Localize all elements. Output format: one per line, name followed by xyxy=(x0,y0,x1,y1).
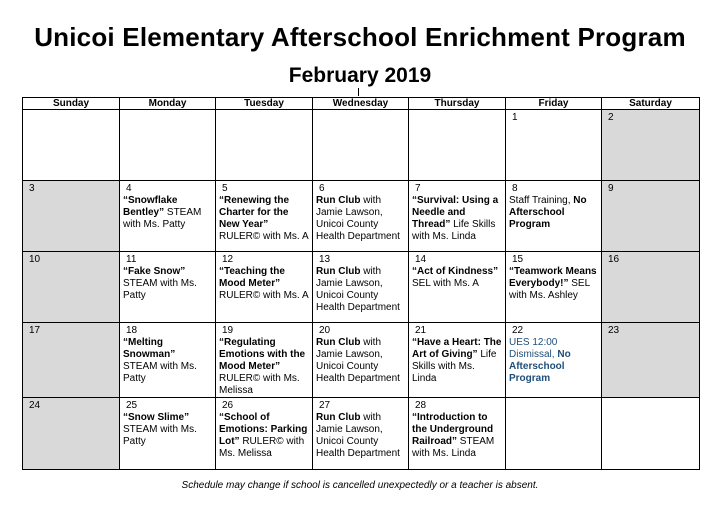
calendar-week-row xyxy=(23,252,700,323)
event-detail: Life Skills with Ms. Linda xyxy=(412,219,496,242)
event-description xyxy=(123,412,212,448)
event-title: “Survival: Using a Needle and Thread” xyxy=(412,195,499,230)
day-number: 9 xyxy=(608,183,614,194)
day-number: 10 xyxy=(29,254,41,265)
calendar-week-row xyxy=(23,110,700,181)
calendar-day-cell xyxy=(313,323,409,398)
calendar-day-cell xyxy=(120,252,216,323)
calendar-day-cell xyxy=(313,110,409,181)
event-description xyxy=(412,337,502,385)
event-description xyxy=(219,337,309,397)
calendar-day-cell xyxy=(23,110,120,181)
event-description xyxy=(123,337,212,385)
calendar-day-cell xyxy=(120,110,216,181)
event-description xyxy=(219,266,309,302)
day-number: 13 xyxy=(319,254,331,265)
event-detail: RULER© with Ms. Melissa xyxy=(219,436,305,459)
event-detail: SEL with Ms. A xyxy=(412,278,479,289)
calendar-day-cell xyxy=(23,323,120,398)
event-detail: Staff Training, xyxy=(509,195,574,206)
event-detail: with Jamie Lawson, Unicoi County Health Department xyxy=(316,266,400,313)
weekday-thursday: Thursday xyxy=(409,98,506,110)
event-description xyxy=(123,266,212,302)
divider-tick xyxy=(358,88,359,96)
calendar-week-row xyxy=(23,398,700,470)
event-detail: STEAM with Ms. Linda xyxy=(412,436,495,459)
event-title: No Afterschool Program xyxy=(509,349,571,384)
day-number: 20 xyxy=(319,325,331,336)
calendar-day-cell xyxy=(602,323,700,398)
event-detail: RULER© with Ms. Melissa xyxy=(219,373,300,396)
event-description xyxy=(123,195,212,231)
day-number: 6 xyxy=(319,183,325,194)
calendar-day-cell xyxy=(216,323,313,398)
event-detail: STEAM with Ms. Patty xyxy=(123,424,197,447)
event-title: Run Club xyxy=(316,195,361,206)
calendar-day-cell xyxy=(313,398,409,470)
event-detail: RULER© with Ms. A xyxy=(219,290,309,301)
schedule-note: Schedule may change if school is cancelled unexpectedly or a teacher is absent. xyxy=(181,480,539,491)
day-number: 26 xyxy=(222,400,234,411)
calendar-day-cell xyxy=(120,398,216,470)
event-title: “Teaching the Mood Meter” xyxy=(219,266,285,289)
day-number: 16 xyxy=(608,254,620,265)
event-title: “Fake Snow” xyxy=(123,266,186,277)
event-title: “Snowflake Bentley” xyxy=(123,195,178,218)
calendar-day-cell xyxy=(23,252,120,323)
day-number: 11 xyxy=(126,254,137,265)
weekday-monday: Monday xyxy=(120,98,216,110)
event-description xyxy=(219,195,309,243)
event-title: “School of Emotions: Parking Lot” xyxy=(219,412,308,447)
day-number: 14 xyxy=(415,254,427,265)
day-number: 22 xyxy=(512,325,524,336)
day-number: 3 xyxy=(29,183,35,194)
calendar-day-cell xyxy=(409,110,506,181)
calendar-day-cell xyxy=(120,181,216,252)
event-description xyxy=(509,337,598,385)
event-description xyxy=(412,266,502,290)
calendar-day-cell xyxy=(313,181,409,252)
weekday-header-row xyxy=(23,98,700,110)
event-title: “Melting Snowman” xyxy=(123,337,176,360)
event-description xyxy=(509,195,598,231)
event-title: No Afterschool Program xyxy=(509,195,587,230)
calendar-day-cell xyxy=(602,252,700,323)
day-number: 24 xyxy=(29,400,41,411)
calendar-week-row xyxy=(23,323,700,398)
event-description xyxy=(412,195,502,243)
event-detail: Life Skills with Ms. Linda xyxy=(412,349,497,384)
day-number: 2 xyxy=(608,112,614,123)
event-detail: STEAM with Ms. Patty xyxy=(123,278,197,301)
calendar-day-cell xyxy=(506,181,602,252)
day-number: 15 xyxy=(512,254,524,265)
weekday-tuesday: Tuesday xyxy=(216,98,313,110)
event-title: “Teamwork Means Everybody!” xyxy=(509,266,597,289)
calendar-day-cell xyxy=(506,323,602,398)
weekday-friday: Friday xyxy=(506,98,602,110)
event-detail: RULER© with Ms. A xyxy=(219,231,309,242)
event-title: Run Club xyxy=(316,412,361,423)
calendar-day-cell xyxy=(409,398,506,470)
event-title: Run Club xyxy=(316,266,361,277)
calendar-day-cell xyxy=(23,181,120,252)
calendar-day-cell xyxy=(506,398,602,470)
day-number: 5 xyxy=(222,183,228,194)
event-title: Run Club xyxy=(316,337,361,348)
calendar-day-cell xyxy=(216,181,313,252)
event-description xyxy=(316,412,405,460)
weekday-sunday: Sunday xyxy=(23,98,120,110)
event-detail: with Jamie Lawson, Unicoi County Health Department xyxy=(316,337,400,384)
calendar-day-cell xyxy=(313,252,409,323)
calendar-day-cell xyxy=(602,398,700,470)
event-detail: with Jamie Lawson, Unicoi County Health Department xyxy=(316,195,400,242)
day-number: 12 xyxy=(222,254,234,265)
calendar-day-cell xyxy=(120,323,216,398)
event-description xyxy=(316,266,405,314)
event-title: “Act of Kindness” xyxy=(412,266,499,277)
calendar-day-cell xyxy=(216,110,313,181)
calendar-day-cell xyxy=(409,323,506,398)
event-description xyxy=(316,195,405,243)
event-description xyxy=(219,412,309,460)
calendar-day-cell xyxy=(216,252,313,323)
event-title: “Renewing the Charter for the New Year” xyxy=(219,195,290,230)
day-number: 28 xyxy=(415,400,427,411)
calendar-week-row xyxy=(23,181,700,252)
event-description xyxy=(316,337,405,385)
event-detail: SEL with Ms. Ashley xyxy=(509,278,590,301)
event-description xyxy=(412,412,502,460)
calendar-grid xyxy=(22,97,700,470)
weekday-saturday: Saturday xyxy=(602,98,700,110)
calendar-day-cell xyxy=(409,181,506,252)
event-title: “Regulating Emotions with the Mood Meter” xyxy=(219,337,306,372)
event-title: “Have a Heart: The Art of Giving” xyxy=(412,337,502,360)
calendar-day-cell xyxy=(602,110,700,181)
calendar-day-cell xyxy=(506,110,602,181)
event-detail: STEAM with Ms. Patty xyxy=(123,207,202,230)
event-detail: UES 12:00 Dismissal, xyxy=(509,337,558,360)
day-number: 21 xyxy=(415,325,427,336)
day-number: 7 xyxy=(415,183,421,194)
day-number: 27 xyxy=(319,400,331,411)
weekday-wednesday: Wednesday xyxy=(313,98,409,110)
day-number: 1 xyxy=(512,112,518,123)
day-number: 17 xyxy=(29,325,41,336)
day-number: 23 xyxy=(608,325,620,336)
day-number: 18 xyxy=(126,325,138,336)
event-detail: with Jamie Lawson, Unicoi County Health Department xyxy=(316,412,400,459)
calendar-day-cell xyxy=(506,252,602,323)
day-number: 4 xyxy=(126,183,132,194)
calendar-day-cell xyxy=(216,398,313,470)
event-description xyxy=(509,266,598,302)
day-number: 8 xyxy=(512,183,518,194)
day-number: 25 xyxy=(126,400,138,411)
event-title: “Introduction to the Underground Railroad” xyxy=(412,412,494,447)
month-heading: February 2019 xyxy=(288,64,432,87)
calendar-day-cell xyxy=(409,252,506,323)
event-title: “Snow Slime” xyxy=(123,412,190,423)
page-title: Unicoi Elementary Afterschool Enrichment Program xyxy=(34,22,686,52)
calendar-day-cell xyxy=(602,181,700,252)
day-number: 19 xyxy=(222,325,234,336)
event-detail: STEAM with Ms. Patty xyxy=(123,361,197,384)
calendar-day-cell xyxy=(23,398,120,470)
